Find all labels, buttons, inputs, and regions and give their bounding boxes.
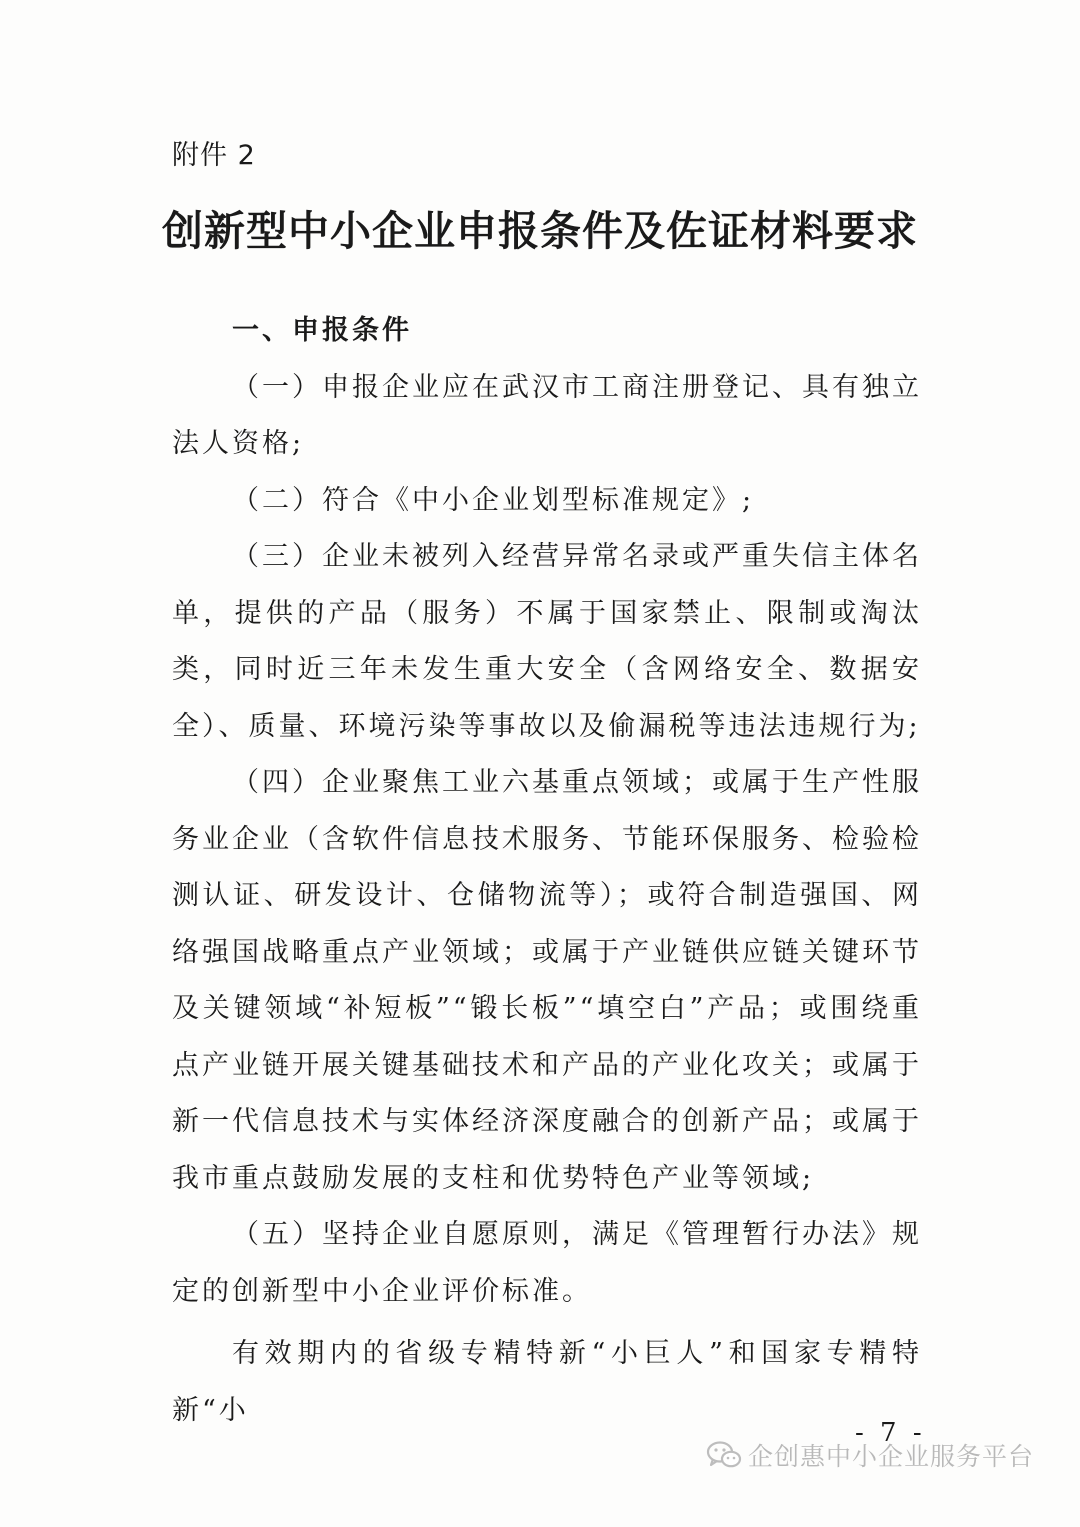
- paragraph-3: （三）企业未被列入经营异常名录或严重失信主体名单，提供的产品（服务）不属于国家禁止、限制或淘汰类，同时近三年未发生重大安全（含网络安全、数据安全）、质量、环境污染等事故以及偷漏税等违法违规行为;: [172, 541, 922, 742]
- attachment-label: 附件 2: [172, 140, 256, 171]
- document-body: [172, 303, 922, 1439]
- paragraph-6: 有效期内的省级专精特新“小巨人”和国家专精特新“小: [172, 1338, 922, 1426]
- document-title: 创新型中小企业申报条件及佐证材料要求: [162, 207, 918, 255]
- page-number: - 7 -: [855, 1418, 926, 1448]
- section-heading: 一、申报条件: [232, 315, 412, 346]
- watermark-text: 企创惠中小企业服务平台: [748, 1442, 1035, 1471]
- wechat-icon: [706, 1440, 742, 1470]
- paragraph-4: （四）企业聚焦工业六基重点领域；或属于生产性服务业企业（含软件信息技术服务、节能环保服务、检验检测认证、研发设计、仓储物流等）；或符合制造强国、网络强国战略重点产业领域；或属于产业链供应链关键环节及关键领域“补短板”“锻长板”“填空白”产品；或围绕重点产业链开展关键基础技术和产品的产业化攻关；或属于新一代信息技术与实体经济深度融合的创新产品；或属于我市重点鼓励发展的支柱和优势特色产业等领域;: [172, 767, 922, 1194]
- paragraph-2: （二）符合《中小企业划型标准规定》;: [232, 484, 755, 516]
- paragraph-1: （一）申报企业应在武汉市工商注册登记、具有独立法人资格;: [172, 371, 922, 459]
- paragraph-5: （五）坚持企业自愿原则，满足《管理暂行办法》规定的创新型中小企业评价标准。: [172, 1219, 922, 1307]
- watermark: [706, 1437, 1034, 1473]
